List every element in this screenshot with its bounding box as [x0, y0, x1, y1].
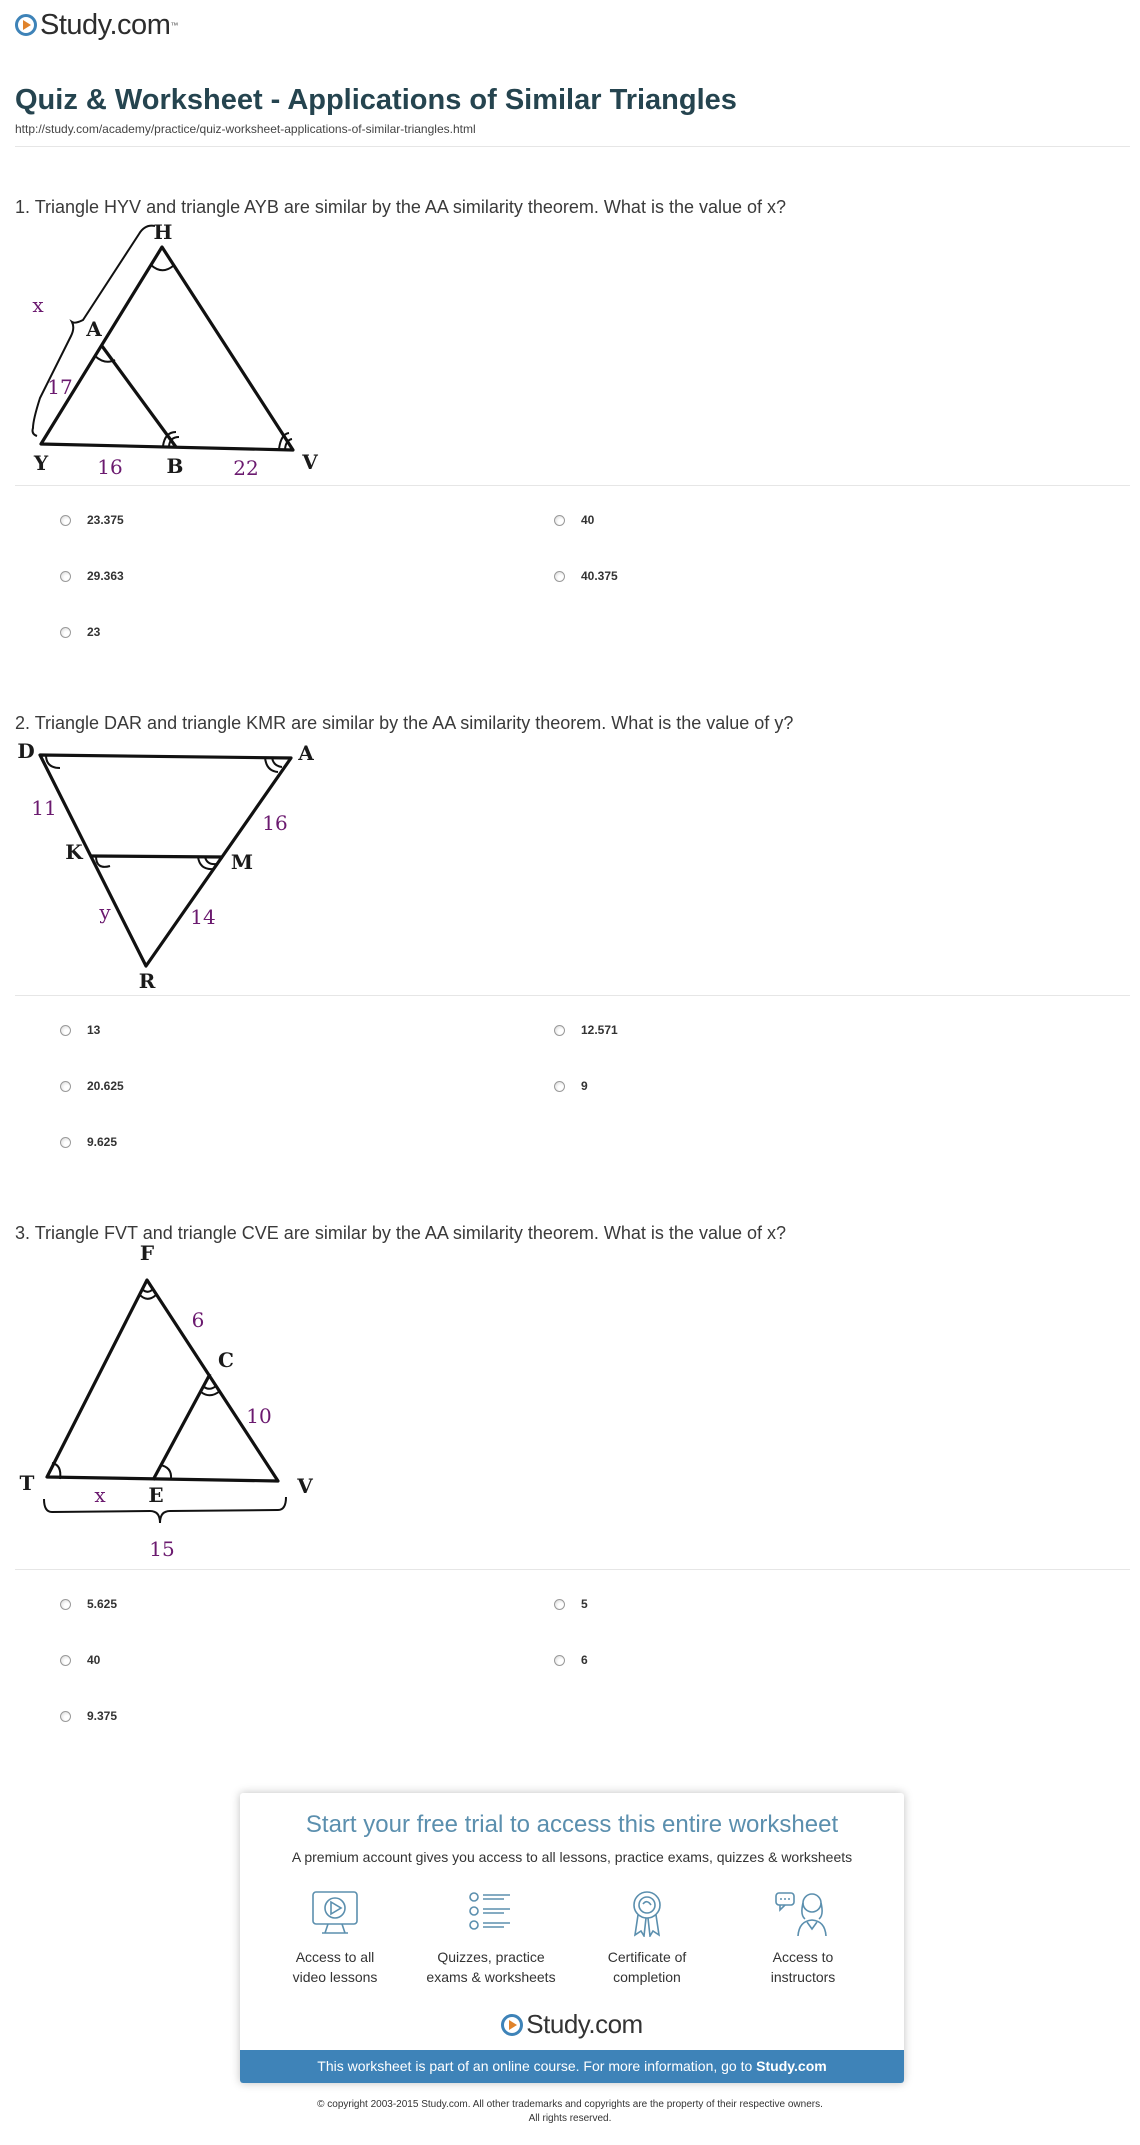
radio-button[interactable]	[60, 1599, 71, 1610]
vertex-r: R	[138, 969, 156, 993]
q2-option-3[interactable]: 20.625	[60, 1079, 124, 1093]
divider	[15, 1569, 1130, 1570]
quiz-list-icon	[466, 1889, 516, 1937]
feature-quizzes	[416, 1889, 566, 1987]
promo-subline: A premium account gives you access to all lessons, practice exams, quizzes & worksheets	[291, 1849, 853, 1865]
feature-instructors	[728, 1889, 878, 1987]
copyright-line-1: © copyright 2003-2015 Study.com. All other trademarks and copyrights are the property of their respective owners.	[317, 2099, 823, 2110]
page-title: Quiz & Worksheet - Applications of Similar Triangles	[15, 84, 737, 116]
q3-option-5[interactable]: 9.375	[60, 1709, 117, 1723]
copyright-footer	[0, 2098, 1140, 2126]
q3-option-4[interactable]: 6	[554, 1653, 588, 1667]
trademark-mark: ™	[170, 20, 179, 30]
measure-17: 17	[47, 375, 73, 399]
q1-option-1[interactable]: 23.375	[60, 513, 124, 527]
free-trial-panel	[240, 1793, 904, 2083]
q1-option-4[interactable]: 40.375	[554, 569, 618, 583]
measure-y: y	[99, 900, 111, 924]
radio-button[interactable]	[60, 571, 71, 582]
vertex-y: Y	[33, 451, 49, 475]
feature-video-lessons	[260, 1889, 410, 1987]
vertex-d: D	[17, 739, 35, 763]
study-logo[interactable]	[15, 10, 178, 40]
vertex-t: T	[19, 1471, 35, 1495]
vertex-v: V	[302, 450, 318, 474]
question-2-text: 2. Triangle DAR and triangle KMR are similar by the AA similarity theorem. What is the value of y?	[15, 713, 794, 733]
course-info-text: This worksheet is part of an online course. For more information, go to	[317, 2058, 757, 2074]
vertex-f: F	[139, 1241, 155, 1265]
logo-play-icon	[501, 2014, 523, 2036]
measure-10: 10	[246, 1404, 272, 1428]
certificate-icon	[622, 1889, 672, 1937]
measure-15: 15	[149, 1537, 175, 1561]
instructor-icon	[774, 1889, 832, 1937]
q1-option-2[interactable]: 40	[554, 513, 594, 527]
measure-16: 16	[97, 455, 123, 479]
radio-button[interactable]	[554, 1599, 565, 1610]
logo-text: Study.com	[40, 9, 171, 41]
radio-button[interactable]	[60, 627, 71, 638]
q1-option-3[interactable]: 29.363	[60, 569, 124, 583]
question-1-figure	[15, 220, 335, 480]
q3-option-2[interactable]: 5	[554, 1597, 588, 1611]
vertex-a: A	[298, 741, 314, 765]
feature-label-line1: Certificate of	[607, 1949, 687, 1965]
video-lesson-icon	[310, 1889, 360, 1937]
radio-button[interactable]	[554, 1655, 565, 1666]
q3-option-3[interactable]: 40	[60, 1653, 100, 1667]
vertex-k: K	[65, 840, 83, 864]
feature-label-line2: exams & worksheets	[426, 1969, 556, 1985]
promo-logo[interactable]	[240, 2009, 904, 2040]
page-url[interactable]: http://study.com/academy/practice/quiz-worksheet-applications-of-similar-triangles.html	[15, 122, 476, 136]
radio-button[interactable]	[554, 571, 565, 582]
feature-label-line1: Quizzes, practice	[437, 1949, 545, 1965]
q1-option-5[interactable]: 23	[60, 625, 100, 639]
measure-x: x	[94, 1483, 106, 1507]
question-2-figure	[10, 738, 330, 998]
vertex-a: A	[86, 317, 102, 341]
radio-button[interactable]	[60, 1137, 71, 1148]
measure-16: 16	[262, 811, 288, 835]
feature-label-line1: Access to all	[295, 1949, 375, 1965]
feature-label-line2: video lessons	[292, 1969, 378, 1985]
feature-label-line1: Access to	[772, 1949, 834, 1965]
radio-button[interactable]	[60, 1711, 71, 1722]
radio-button[interactable]	[554, 1025, 565, 1036]
feature-label-line2: instructors	[770, 1969, 836, 1985]
measure-14: 14	[190, 905, 216, 929]
measure-6: 6	[191, 1308, 205, 1332]
vertex-e: E	[148, 1483, 164, 1507]
radio-button[interactable]	[60, 1655, 71, 1666]
vertex-m: M	[230, 850, 254, 874]
radio-button[interactable]	[554, 1081, 565, 1092]
course-info-bar	[240, 2050, 904, 2083]
radio-button[interactable]	[60, 515, 71, 526]
measure-x: x	[32, 293, 44, 317]
divider	[15, 485, 1130, 486]
vertex-b: B	[166, 454, 184, 478]
vertex-h: H	[153, 220, 173, 244]
radio-button[interactable]	[60, 1081, 71, 1092]
divider	[15, 146, 1130, 147]
feature-certificate	[572, 1889, 722, 1987]
promo-headline[interactable]: Start your free trial to access this entire worksheet	[305, 1811, 839, 1838]
q2-option-1[interactable]: 13	[60, 1023, 100, 1037]
q2-option-5[interactable]: 9.625	[60, 1135, 117, 1149]
measure-22: 22	[233, 456, 259, 480]
vertex-v: V	[297, 1474, 313, 1498]
divider	[15, 995, 1130, 996]
logo-play-icon	[15, 14, 37, 36]
question-1-text: 1. Triangle HYV and triangle AYB are similar by the AA similarity theorem. What is the value of x?	[15, 197, 787, 217]
course-info-link[interactable]: Study.com	[756, 2058, 827, 2074]
radio-button[interactable]	[554, 515, 565, 526]
question-3-figure	[10, 1241, 330, 1565]
vertex-c: C	[218, 1348, 234, 1372]
copyright-line-2: All rights reserved.	[528, 2113, 612, 2124]
q2-option-4[interactable]: 9	[554, 1079, 588, 1093]
promo-logo-text: Study.com	[526, 2009, 643, 2039]
question-3-text: 3. Triangle FVT and triangle CVE are similar by the AA similarity theorem. What is the value of x?	[15, 1223, 787, 1243]
feature-label-line2: completion	[613, 1969, 681, 1985]
q2-option-2[interactable]: 12.571	[554, 1023, 618, 1037]
radio-button[interactable]	[60, 1025, 71, 1036]
measure-11: 11	[31, 796, 57, 820]
q3-option-1[interactable]: 5.625	[60, 1597, 117, 1611]
